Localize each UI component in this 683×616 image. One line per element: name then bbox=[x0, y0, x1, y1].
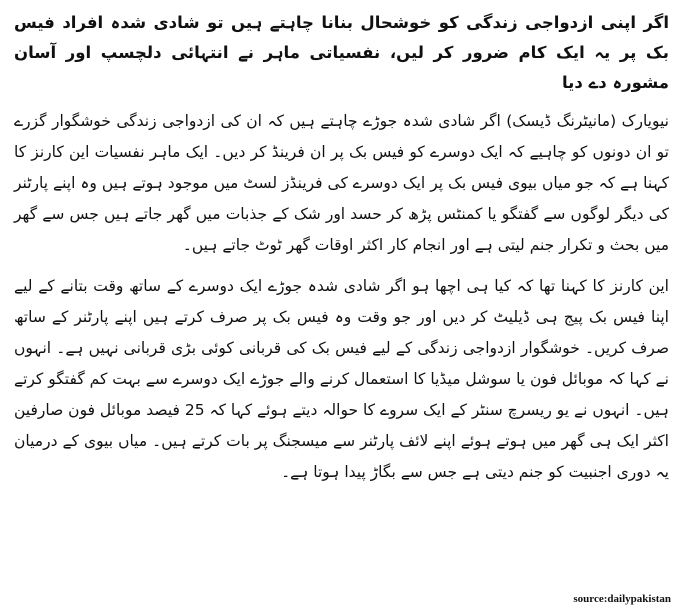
article-paragraph-2: این کارنز کا کہنا تھا کہ کیا ہی اچھا ہو اگر شادی شدہ جوڑے ایک دوسرے کے ساتھ وقت بتانے کے لیے اپنا فیس بک پیج ہی ڈیلیٹ کر دیں اور جو وقت وہ فیس بک پر صرف کرتے ہیں اپنے پارٹنر کے ساتھ صرف کریں۔ خوشگوار ازدواجی زندگی کے لیے فیس بک کی قربانی کوئی بڑی قربانی نہیں ہے۔ انہوں نے کہا کہ موبائل فون یا سوشل میڈیا کا استعمال کرنے والے جوڑے ایک دوسرے سے بہت کم گفتگو کرتے ہیں۔ انہوں نے یو ریسرچ سنٹر کے ایک سروے کا حوالہ دیتے ہوئے کہا کہ 25 فیصد موبائل فون صارفین اکثر ایک ہی گھر میں ہوتے ہوئے اپنے لائف پارٹنر سے میسجنگ پر بات کرتے ہیں۔ میاں بیوی کے درمیان یہ دوری اجنبیت کو جنم دیتی ہے جس سے بگاڑ پیدا ہوتا ہے۔ bbox=[13, 277, 670, 481]
article bbox=[14, 8, 669, 588]
source-credit: source:dailypakistan bbox=[573, 593, 671, 605]
article-headline: اگر اپنی ازدواجی زندگی کو خوشحال بنانا چاہتے ہیں تو شادی شدہ افراد فیس بک پر یہ ایک کام ضرور کر لیں، نفسیاتی ماہر نے انتہائی دلچسپ اور آسان مشورہ دے دیا bbox=[14, 13, 669, 92]
article-paragraph-1: نیویارک (مانیٹرنگ ڈیسک) اگر شادی شدہ جوڑے چاہتے ہیں کہ ان کی ازدواجی زندگی خوشگوار گزرے تو ان دونوں کو چاہیے کہ ایک دوسرے کو فیس بک پر ان فرینڈ کر دیں۔ ایک ماہر نفسیات این کارنز کا کہنا ہے کہ جو میاں بیوی فیس بک پر ایک دوسرے کی فرینڈز لسٹ میں موجود ہوتے ہیں وہ اپنے پارٹنر کی دیگر لوگوں سے گفتگو یا کمنٹس پڑھ کر حسد اور شک کے جذبات میں گھر جاتے ہیں جس سے گھر میں بحث و تکرار جنم لیتی ہے اور انجام کار اکثر اوقات گھر ٹوٹ جاتے ہیں۔ bbox=[14, 112, 669, 254]
